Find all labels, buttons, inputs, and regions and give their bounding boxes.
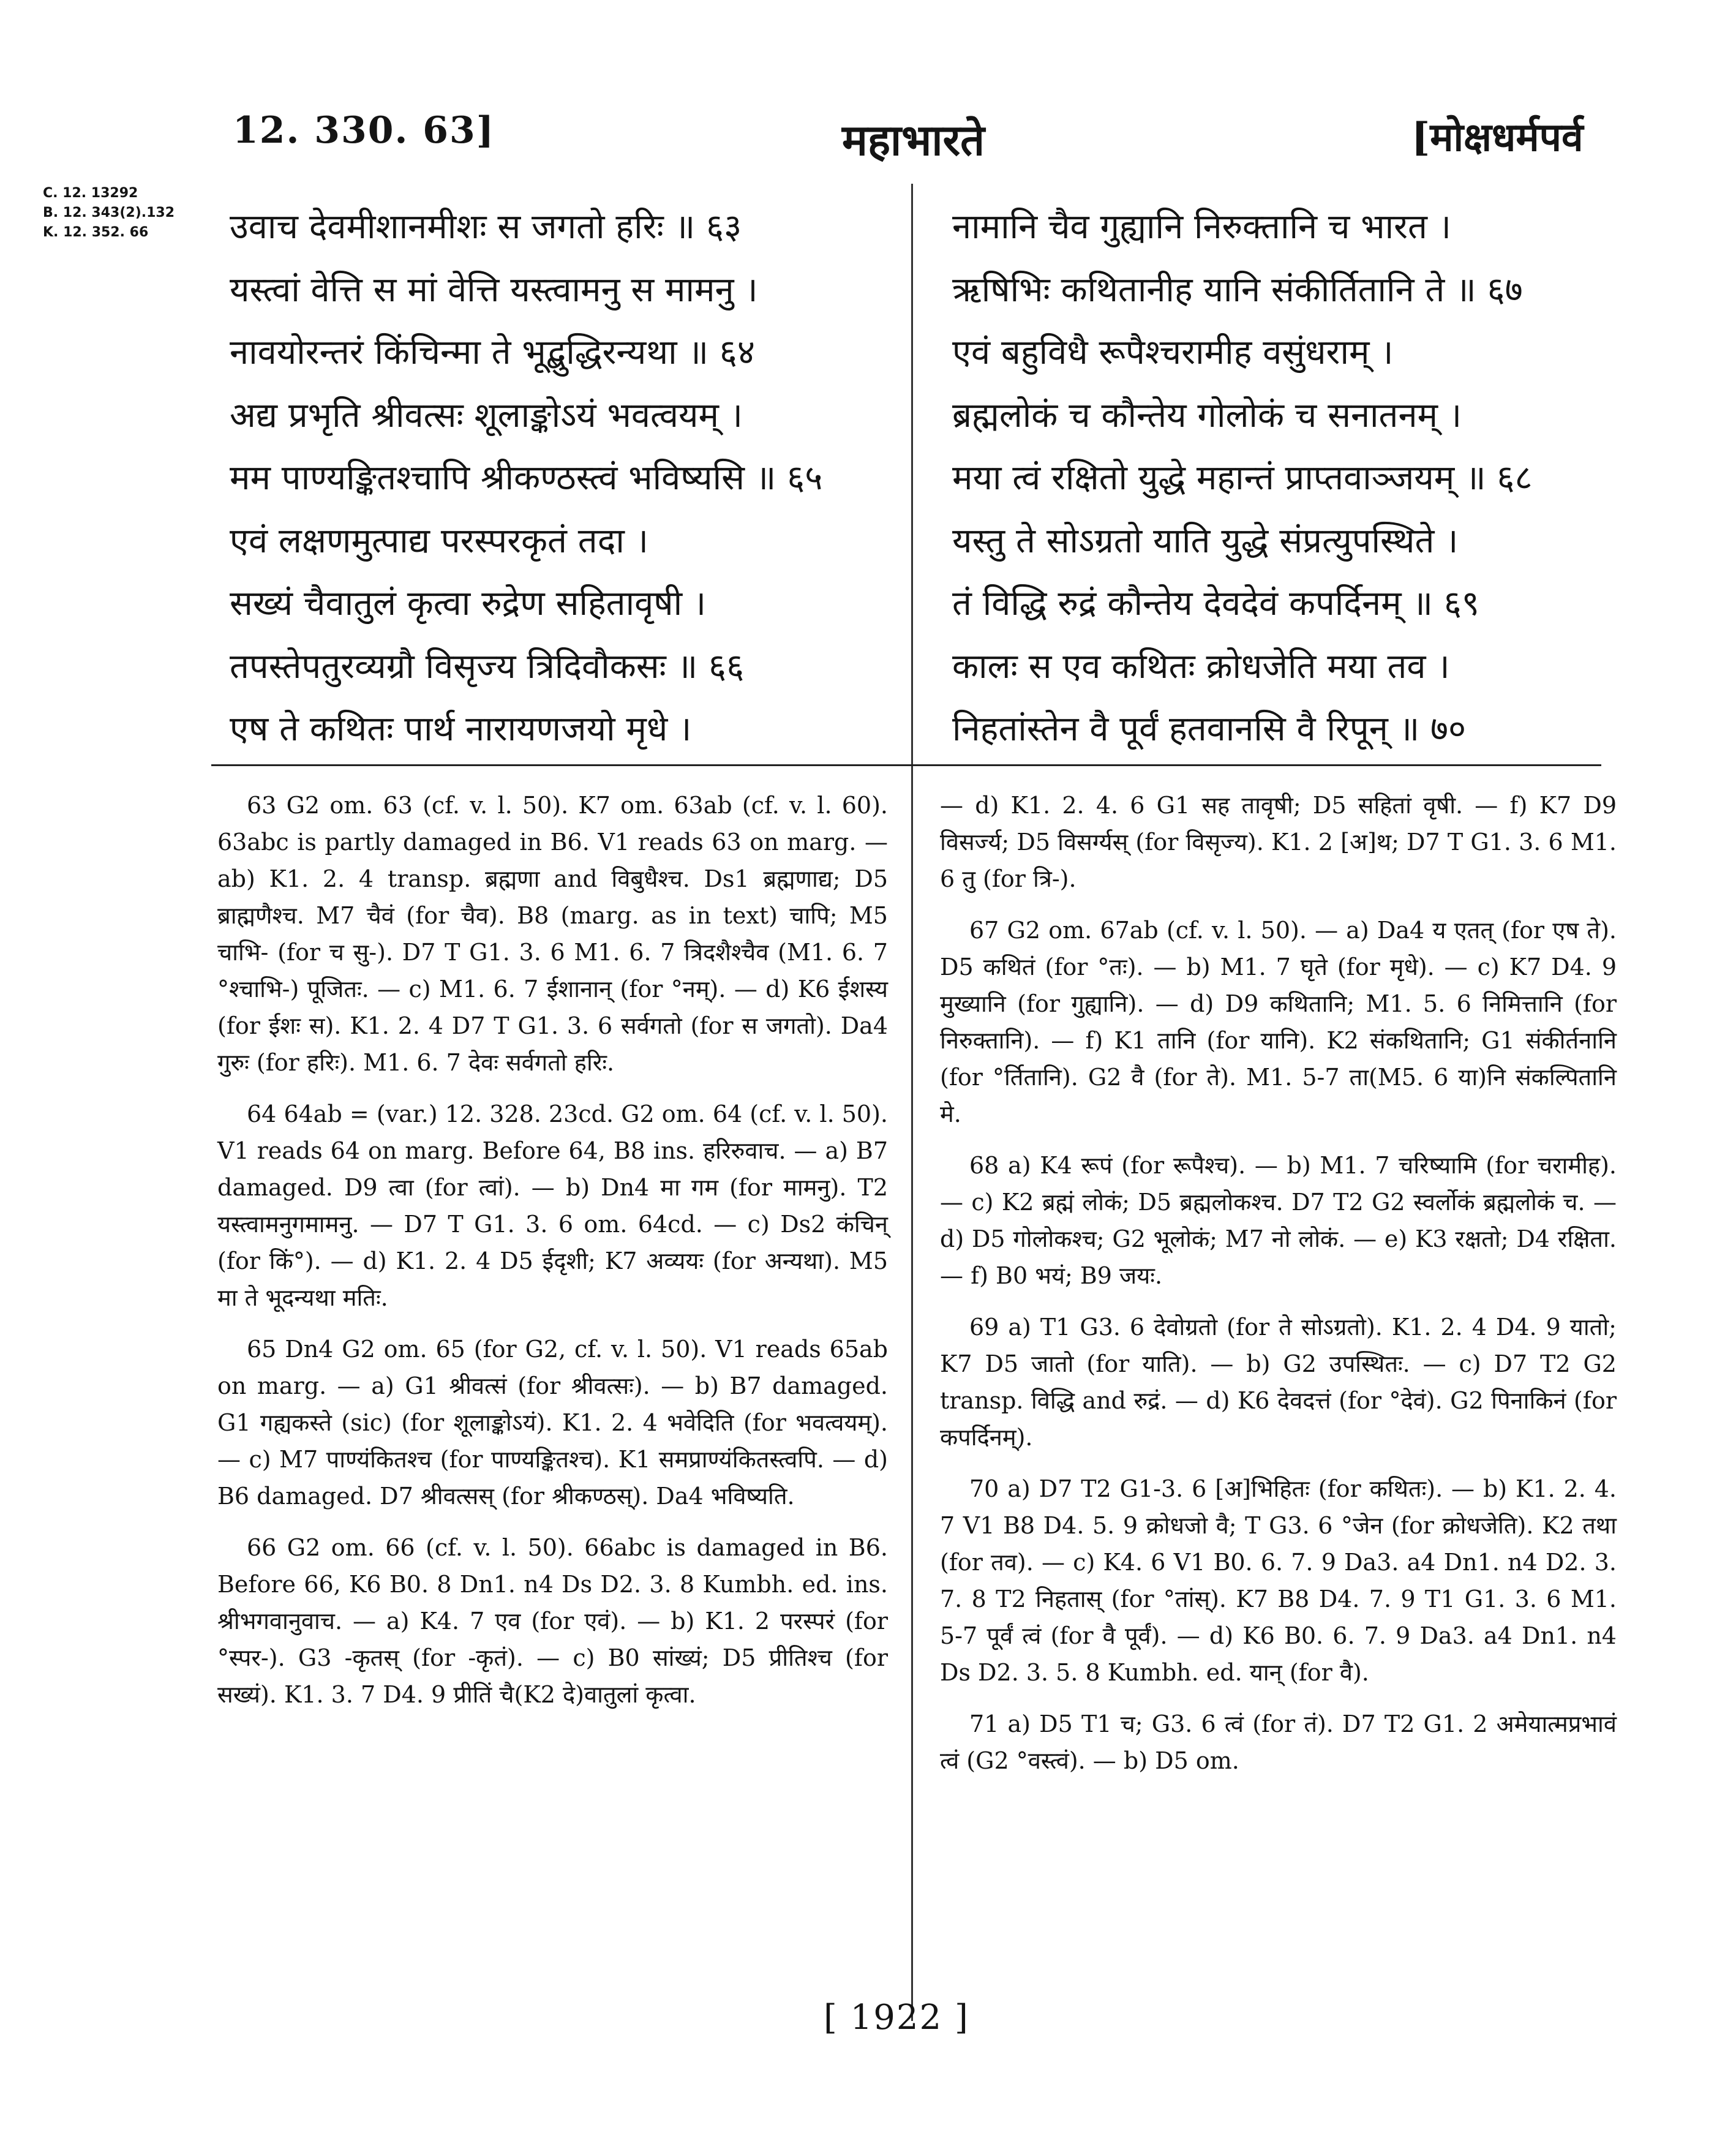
verse-line: एष ते कथितः पार्थ नारायणजयो मृधे । [230,709,692,749]
header-verse-ref: 12. 330. 63] [233,109,495,152]
verse-line: एवं बहुविधै रूपैश्चरामीह वसुंधराम् । [952,333,1394,372]
apparatus-note: 70 a) D7 T2 G1-3. 6 [अ]भिहितः (for कथितः). — b) K1. 2. 4. 7 V1 B8 D4. 5. 9 क्रोधजो वै; T G3. 6 °जेन (for क्रोधजेति). K2 तथा (for तव). — c) K4. 6 V1 B0. 6. 7. 9 Da3. a4 Dn1. n4 D2. 3. 7. 8 T2 निहतास् (for °तांस्). K7 B8 D4. 7. 9 T1 G1. 3. 6 M1. 5-7 पूर्वं त्वं (for वै पूर्वं). — d) K6 B0. 6. 7. 9 Da3. a4 Dn1. n4 Ds D2. 3. 5. 8 Kumbh. ed. यान् (for वै). [940,1475,1617,1686]
concordance-ref: B. 12. 343(2).132 [43,205,175,220]
apparatus-note: 63 G2 om. 63 (cf. v. l. 50). K7 om. 63ab (cf. v. l. 60). 63abc is partly damaged in B6. V1 reads 63 on marg. — ab) K1. 2. 4 transp. ब्रह्मणा and विबुधैश्च. Ds1 ब्रह्मणाद्य; D5 ब्राह्मणैश्च. M7 चैवं (for चैव). B8 (marg. as in text) चापि; M5 चाभि- (for च सु-). D7 T G1. 3. 6 M1. 6. 7 त्रिदशैश्चैव (M1. 6. 7 °श्चाभि-) पूजितः. — c) M1. 6. 7 ईशानान् (for °नम्). — d) K6 ईशस्य (for ईशः स). K1. 2. 4 D7 T G1. 3. 6 सर्वगतो (for स जगतो). Da4 गुरुः (for हरिः). M1. 6. 7 देवः सर्वगतो हरिः. [217,792,888,1076]
concordance-ref: C. 12. 13292 [43,186,138,201]
verse-line: तं विद्धि रुद्रं कौन्तेय देवदेवं कपर्दिनम् ॥ ६९ [952,584,1479,623]
apparatus-note: 66 G2 om. 66 (cf. v. l. 50). 66abc is damaged in B6. Before 66, K6 B0. 8 Dn1. n4 Ds D2. 3. 8 Kumbh. ed. ins. श्रीभगवानुवाच. — a) K4. 7 एव (for एवं). — b) K1. 2 परस्परं (for °स्पर-). G3 -कृतस् (for -कृतं). — c) B0 सांख्यं; D5 प्रीतिश्च (for सख्यं). K1. 3. 7 D4. 9 प्रीतिं चै(K2 दे)वातुलां कृत्वा. [217,1534,888,1708]
header-book-title: महाभारते [842,115,985,165]
header-parvan-title: [मोक्षधर्मपर्व [1411,115,1584,160]
verse-line: नावयोरन्तरं किंचिन्मा ते भूद्बुद्धिरन्यथा ॥ ६४ [230,333,756,372]
apparatus-column-right [940,787,1617,1794]
verse-line: ब्रह्मलोकं च कौन्तेय गोलोकं च सनातनम् । [952,395,1462,435]
verse-line: अद्य प्रभृति श्रीवत्सः शूलाङ्कोऽयं भवत्वयम् । [230,395,743,435]
verse-line: एवं लक्षणमुत्पाद्य परस्परकृतं तदा । [230,521,648,561]
apparatus-note: 71 a) D5 T1 च; G3. 6 त्वं (for तं). D7 T2 G1. 2 अमेयात्मप्रभावं त्वं (G2 °वस्त्वं). — b) D5 om. [940,1710,1617,1774]
apparatus-divider [211,764,1601,766]
apparatus-column-left [217,787,888,1728]
verse-column-right [952,196,1675,761]
verse-line: यस्तु ते सोऽग्रतो याति युद्धे संप्रत्युपस्थिते । [952,521,1459,561]
apparatus-note: 65 Dn4 G2 om. 65 (for G2, cf. v. l. 50). V1 reads 65ab on marg. — a) G1 श्रीवत्सं (for श्रीवत्सः). — b) B7 damaged. G1 गह्यकस्ते (sic) (for शूलाङ्कोऽयं). K1. 2. 4 भवेदिति (for भवत्वयम्). — c) M7 पाण्यंकितश्च (for पाण्यङ्कितश्च). K1 समप्राण्यंकितस्त्वपि. — d) B6 damaged. D7 श्रीवत्सस् (for श्रीकण्ठस्). Da4 भविष्यति. [217,1336,888,1510]
apparatus-note: — d) K1. 2. 4. 6 G1 सह तावृषी; D5 सहितां वृषी. — f) K7 D9 विसर्ज्य; D5 विसर्ग्यस् (for विसृज्य). K1. 2 [अ]थ; D7 T G1. 3. 6 M1. 6 तु (for त्रि-). [940,792,1617,892]
verse-line: नामानि चैव गुह्यानि निरुक्तानि च भारत । [952,207,1451,247]
verse-column-left [230,196,891,761]
verse-line: सख्यं चैवातुलं कृत्वा रुद्रेण सहितावृषी । [230,584,707,623]
apparatus-note: 68 a) K4 रूपं (for रूपैश्च). — b) M1. 7 चरिष्यामि (for चरामीह). — c) K2 ब्रह्मं लोकं; D5 ब्रह्मलोकश्च. D7 T2 G2 स्वर्लोकं ब्रह्मलोकं च. — d) D5 गोलोकश्च; G2 भूलोकं; M7 नो लोकं. — e) K3 रक्षतो; D4 रक्षिता. — f) B0 भयं; B9 जयः. [940,1152,1617,1289]
verse-line: कालः स एव कथितः क्रोधजेति मया तव । [952,646,1450,687]
concordance-references [43,184,175,243]
apparatus-note: 64 64ab = (var.) 12. 328. 23cd. G2 om. 64 (cf. v. l. 50). V1 reads 64 on marg. Before 64, B8 ins. हरिरुवाच. — a) B7 damaged. D9 त्वा (for त्वां). — b) Dn4 मा गम (for मामनु). T2 यस्त्वामनुगमामनु. — D7 T G1. 3. 6 om. 64cd. — c) Ds2 कंचिन् (for किं°). — d) K1. 2. 4 D5 ईदृशी; K7 अव्ययः (for अन्यथा). M5 मा ते भूदन्यथा मतिः. [217,1101,888,1311]
verse-line: ऋषिभिः कथितानीह यानि संकीर्तितानि ते ॥ ६७ [952,269,1523,310]
verse-line: यस्त्वां वेत्ति स मां वेत्ति यस्त्वामनु स मामनु । [230,269,758,310]
apparatus-note: 69 a) T1 G3. 6 देवोग्रतो (for ते सोऽग्रतो). K1. 2. 4 D4. 9 यातो; K7 D5 जातो (for याति). — b) G2 उपस्थितः. — c) D7 T2 G2 transp. विद्धि and रुद्रं. — d) K6 देवदत्तं (for °देवं). G2 पिनाकिनं (for कपर्दिनम्). [940,1314,1617,1451]
verse-line: मम पाण्यङ्कितश्चापि श्रीकण्ठस्त्वं भविष्यसि ॥ ६५ [230,458,823,498]
verse-line: मया त्वं रक्षितो युद्धे महान्तं प्राप्तवाञ्जयम् ॥ ६८ [952,458,1533,498]
apparatus-note: 67 G2 om. 67ab (cf. v. l. 50). — a) Da4 य एतत् (for एष ते). D5 कथितं (for °तः). — b) M1. 7 घृते (for मृधे). — c) K7 D4. 9 मुख्यानि (for गुह्यानि). — d) D9 कथितानि; M1. 5. 6 निमित्तानि (for निरुक्तानि). — f) K1 तानि (for यानि). K2 संकथितानि; G1 संकीर्तनानि (for °र्तितानि). G2 वै (for ते). M1. 5-7 ता(M5. 6 या)नि संकल्पितानि मे. [940,917,1617,1127]
verse-line: उवाच देवमीशानमीशः स जगतो हरिः ॥ ६३ [230,207,742,247]
concordance-ref: K. 12. 352. 66 [43,225,149,240]
page-number: [ 1922 ] [824,1998,969,2038]
verse-line: तपस्तेपतुरव्यग्रौ विसृज्य त्रिदिवौकसः ॥ ६६ [230,646,745,687]
column-divider [911,184,913,2021]
verse-line: निहतांस्तेन वै पूर्वं हतवानसि वै रिपून् ॥ ७० [952,709,1467,749]
